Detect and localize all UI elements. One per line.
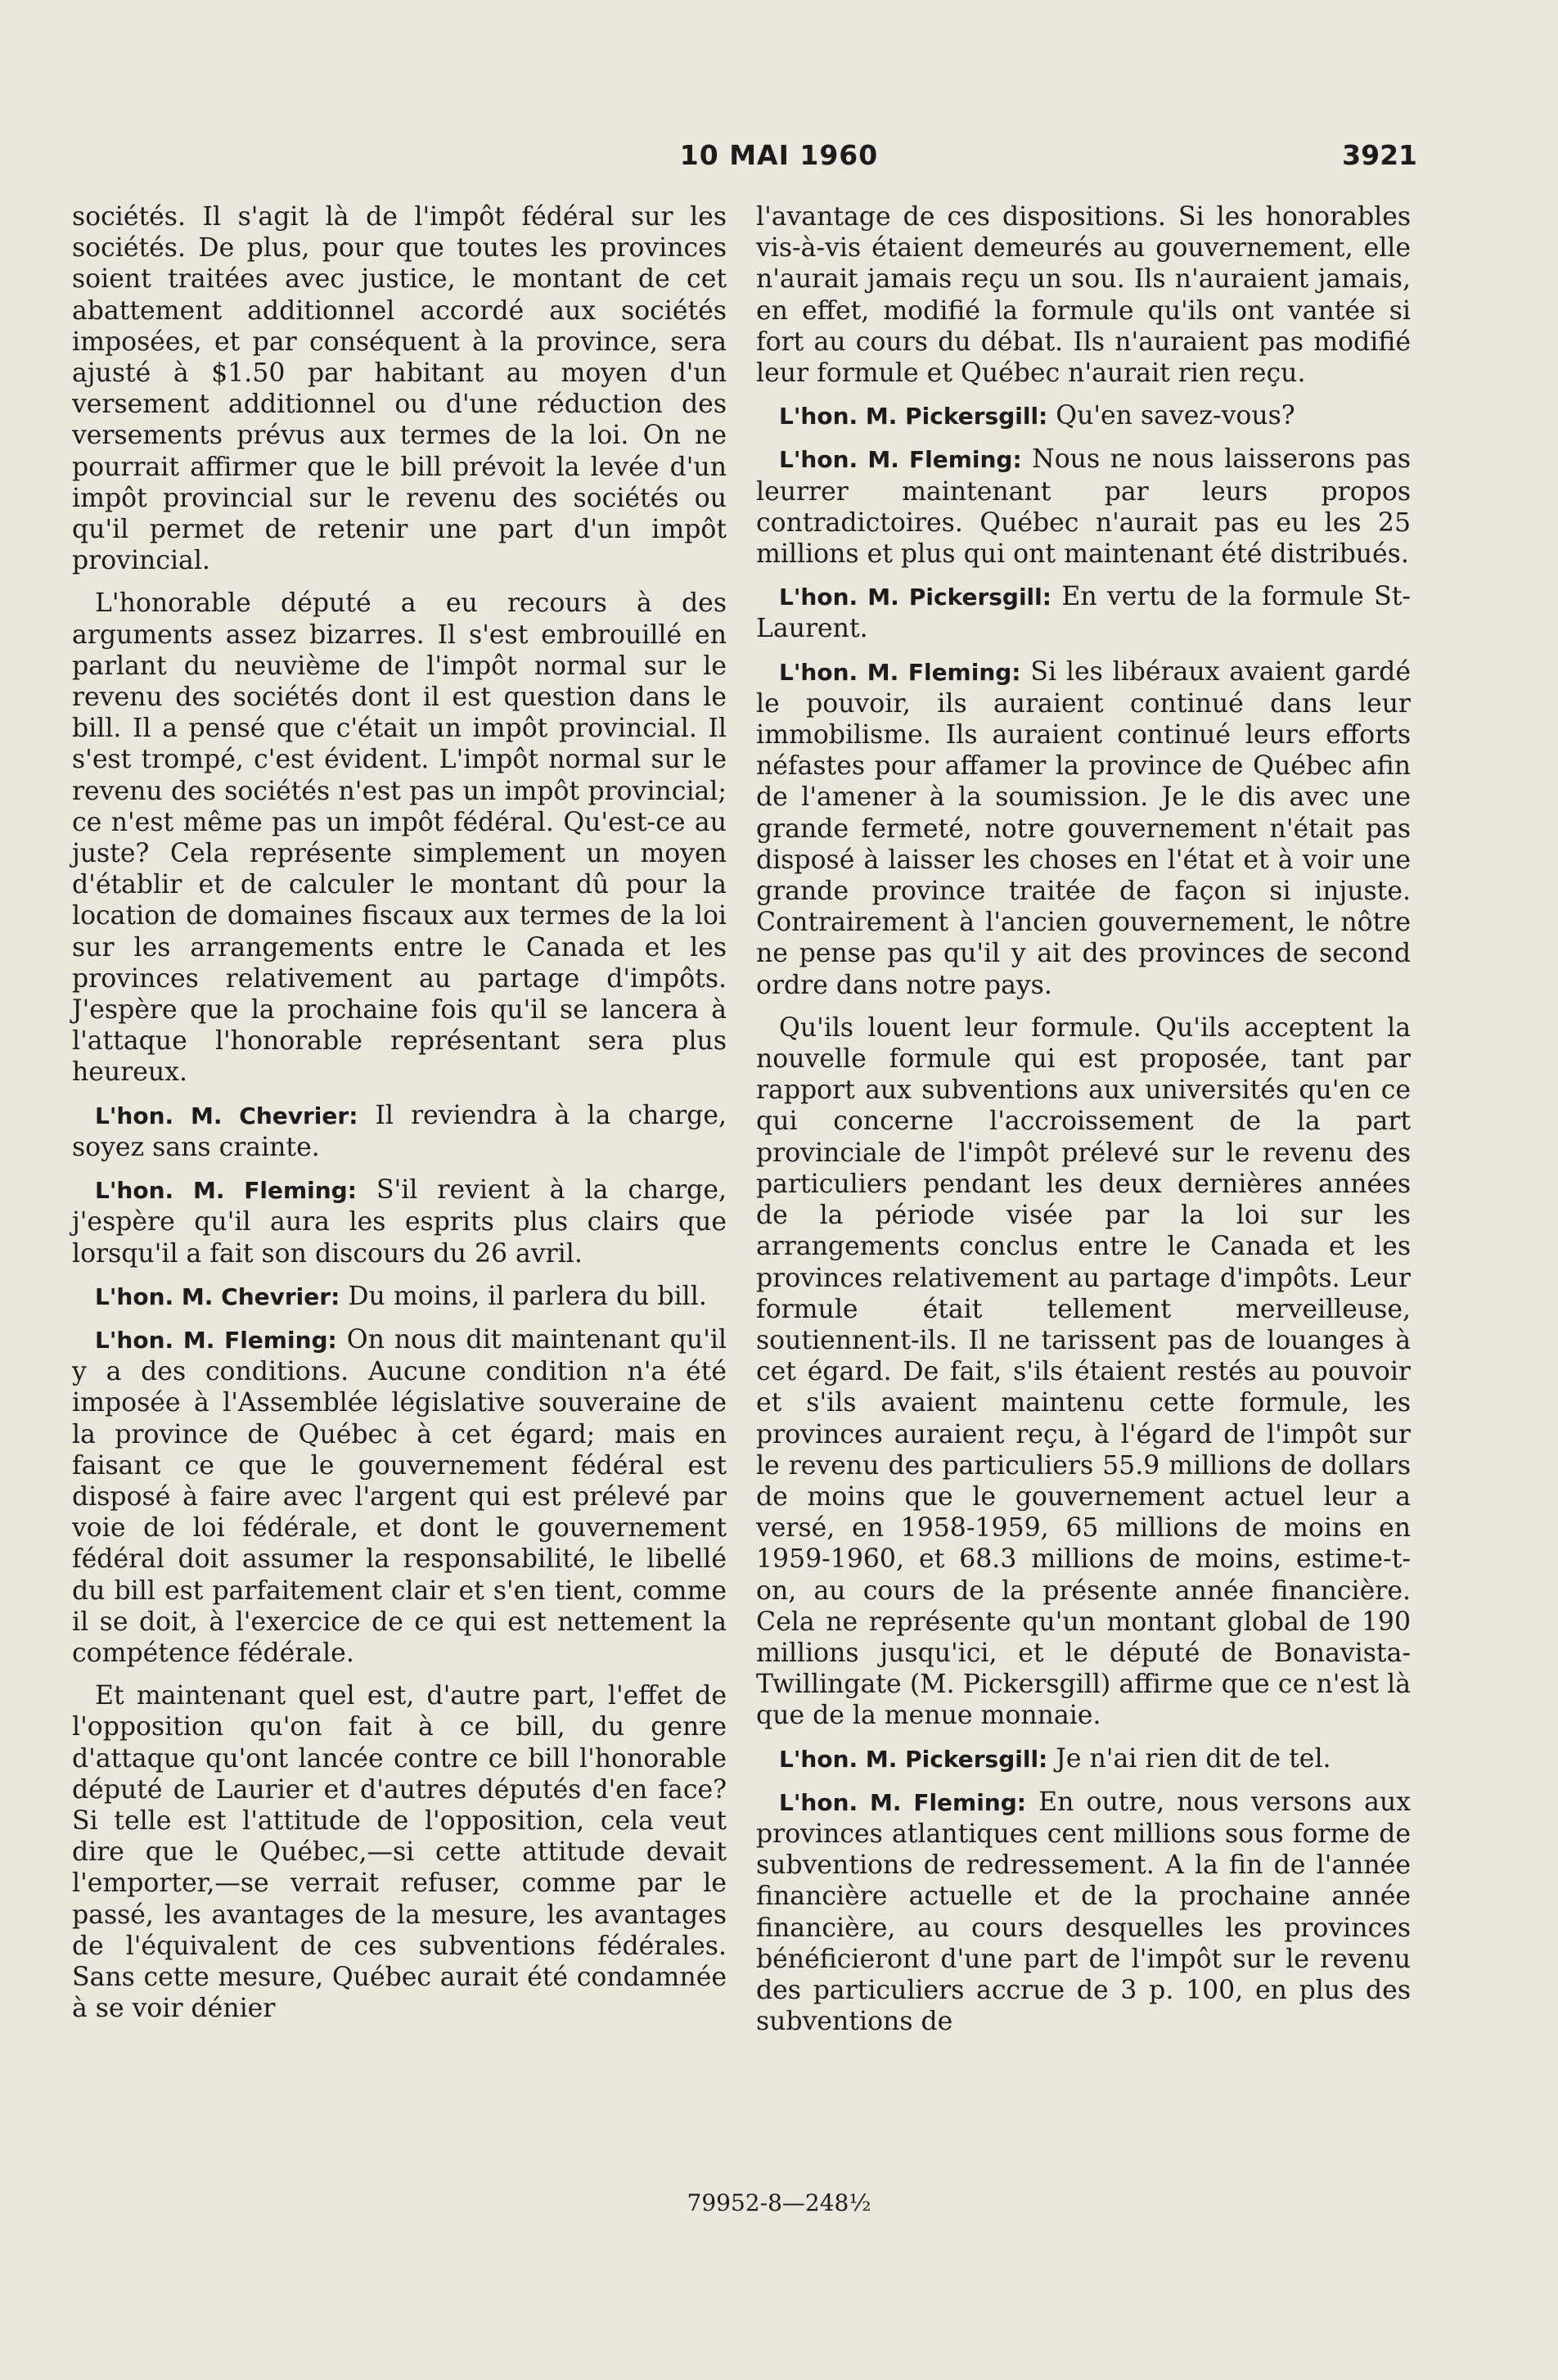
- speech-paragraph: L'hon. M. Fleming: On nous dit maintenant qu'il y a des conditions. Aucune condition n'a été imposée à l'Assemblée législative souveraine de la province de Québec à cet égard; mais en faisant ce que le gouvernement fédéral est disposé à faire avec l'argent qui est prélevé par voie de loi fédérale, et dont le gouvernement fédéral doit assumer la responsabilité, le libellé du bill est parfaitement clair et s'en tient, comme il se doit, à l'exercice de ce qui est nettement la compétence fédérale.: [72, 1324, 727, 1668]
- speech-paragraph: L'hon. M. Pickersgill: Je n'ai rien dit de tel.: [779, 1743, 1331, 1774]
- speaker-name: L'hon. M. Fleming:: [95, 1177, 357, 1205]
- speech-paragraph: L'hon. M. Fleming: Si les libéraux avaient gardé le pouvoir, ils auraient continué dans leur immobilisme. Ils auraient continué leurs efforts néfastes pour affamer la province de Québec afin de l'amener à la soumission. Je le dis avec une grande fermeté, notre gouvernement n'était pas disposé à laisser les choses en l'état et à voir une grande province traitée de façon si injuste. Contrairement à l'ancien gouvernement, le nôtre ne pense pas qu'il y ait des provinces de second ordre dans notre pays.: [756, 656, 1411, 1000]
- speaker-name: L'hon. M. Pickersgill:: [779, 584, 1051, 611]
- speech-paragraph: L'hon. M. Fleming: S'il revient à la charge, j'espère qu'il aura les esprits plus clairs que lorsqu'il a fait son discours du 26 avril.: [72, 1175, 727, 1269]
- speech-paragraph: L'hon. M. Pickersgill: Qu'en savez-vous?: [779, 401, 1295, 431]
- speaker-name: L'hon. M. Fleming:: [779, 1788, 1026, 1816]
- speech-paragraph: L'hon. M. Fleming: Nous ne nous laisserons pas leurrer maintenant par leurs propos contradictoires. Québec n'aurait pas eu les 25 millions et plus qui ont maintenant été distribués.: [756, 444, 1412, 570]
- right-column: [756, 201, 1411, 2049]
- paragraph: sociétés. Il s'agit là de l'impôt fédéral sur les sociétés. De plus, pour que toutes les provinces soient traitées avec justice, le montant de cet abattement additionnel accordé aux sociétés imposées, et par conséquent à la province, sera ajusté à $1.50 par habitant au moyen d'un versement additionnel ou d'une réduction des versements prévus aux termes de la loi. On ne pourrait affirmer que le bill prévoit la levée d'un impôt provincial sur le revenu des sociétés ou qu'il permet de retenir une part d'un impôt provincial.: [72, 202, 727, 576]
- speaker-name: L'hon. M. Fleming:: [779, 446, 1022, 474]
- speaker-name: L'hon. M. Pickersgill:: [779, 403, 1048, 430]
- paragraph: L'honorable député a eu recours à des arguments assez bizarres. Il s'est embrouillé en parlant du neuvième de l'impôt normal sur le revenu des sociétés dont il est question dans le bill. Il a pensé que c'était un impôt provincial. Il s'est trompé, c'est évident. L'impôt normal sur le revenu des sociétés n'est pas un impôt provincial; ce n'est même pas un impôt fédéral. Qu'est-ce au juste? Cela représente simplement un moyen d'établir et de calculer le montant dû pour la location de domaines fiscaux aux termes de la loi sur les arrangements entre le Canada et les provinces relativement au partage d'impôts. J'espère que la prochaine fois qu'il se lancera à l'attaque l'honorable représentant sera plus heureux.: [72, 588, 727, 1088]
- page-footer-code: 79952-8—248½: [687, 2189, 871, 2216]
- paragraph: Et maintenant quel est, d'autre part, l'effet de l'opposition qu'on fait à ce bill, du genre d'attaque qu'ont lancée contre ce bill l'honorable député de Laurier et d'autres députés d'en face? Si telle est l'attitude de l'opposition, cela veut dire que le Québec,—si cette attitude devait l'emporter,—se verrait refuser, comme par le passé, les avantages de la mesure, les avantages de l'équivalent de ces subventions fédérales. Sans cette mesure, Québec aurait été condamnée à se voir dénier: [72, 1681, 727, 2024]
- speaker-name: L'hon. M. Fleming:: [95, 1326, 337, 1354]
- speaker-name: L'hon. M. Chevrier:: [95, 1102, 358, 1129]
- page-number: 3921: [1342, 139, 1417, 171]
- paragraph: l'avantage de ces dispositions. Si les honorables vis-à-vis étaient demeurés au gouvernement, elle n'aurait jamais reçu un sou. Ils n'auraient jamais, en effet, modifié la formule qu'ils ont vantée si fort au cours du débat. Ils n'auraient pas modifié leur formule et Québec n'aurait rien reçu.: [756, 202, 1411, 389]
- speaker-name: L'hon. M. Chevrier:: [95, 1282, 340, 1310]
- speech-paragraph: L'hon. M. Pickersgill: En vertu de la formule St-Laurent.: [756, 582, 1411, 644]
- speaker-name: L'hon. M. Pickersgill:: [779, 1745, 1048, 1773]
- speech-paragraph: L'hon. M. Chevrier: Il reviendra à la charge, soyez sans crainte.: [72, 1100, 727, 1162]
- speech-paragraph: L'hon. M. Chevrier: Du moins, il parlera du bill.: [95, 1281, 707, 1311]
- page-date: 10 MAI 1960: [679, 139, 879, 171]
- left-column: [72, 201, 727, 2035]
- speech-paragraph: L'hon. M. Fleming: En outre, nous versons aux provinces atlantiques cent millions sous forme de subventions de redressement. A la fin de l'année financière actuelle et de la prochaine année financière, au cours desquelles les provinces bénéficieront d'une part de l'impôt sur le revenu des particuliers accrue de 3 p. 100, en plus des subventions de: [756, 1787, 1412, 2037]
- speaker-name: L'hon. M. Fleming:: [779, 658, 1021, 686]
- paragraph: Qu'ils louent leur formule. Qu'ils acceptent la nouvelle formule qui est proposée, tant par rapport aux subventions aux universités qu'en ce qui concerne l'accroissement de la part provinciale de l'impôt prélevé sur le revenu des particuliers pendant les deux dernières années de la période visée par la loi sur les arrangements conclus entre le Canada et les provinces relativement au partage d'impôts. Leur formule était tellement merveilleuse, soutiennent-ils. Il ne tarissent pas de louanges à cet égard. De fait, s'ils étaient restés au pouvoir et s'ils avaient maintenu cette formule, les provinces auraient reçu, à l'égard de l'impôt sur le revenu des particuliers 55.9 millions de dollars de moins que le gouvernement actuel leur a versé, en 1958-1959, 65 millions de moins en 1959-1960, et 68.3 millions de moins, estime-t-on, au cours de la présente année financière. Cela ne représente qu'un montant global de 190 millions jusqu'ici, et le député de Bonavista-Twillingate (M. Pickersgill) affirme que ce n'est là que de la menue monnaie.: [756, 1012, 1411, 1731]
